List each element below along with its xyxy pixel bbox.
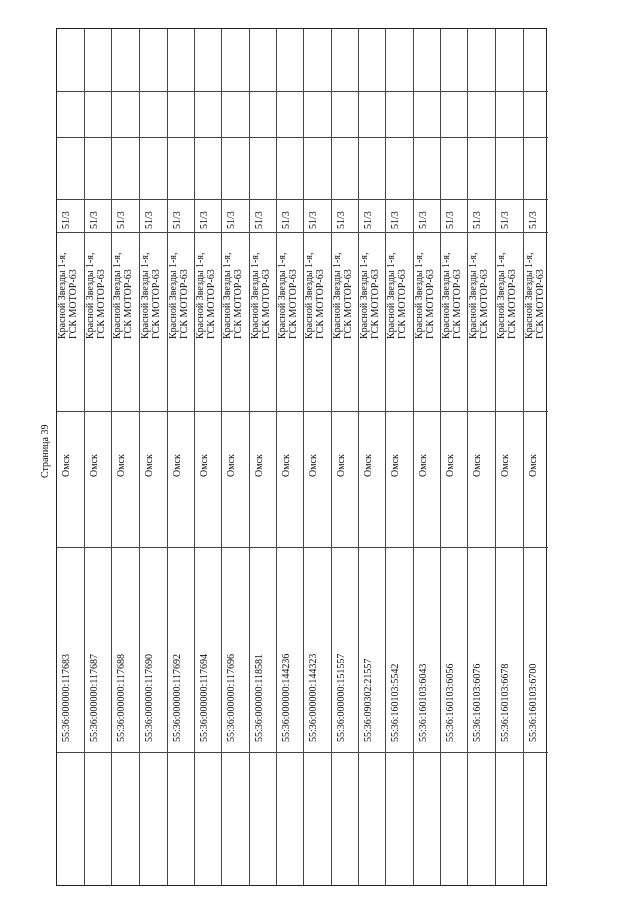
table-cell	[359, 29, 385, 91]
table-cell	[304, 752, 331, 887]
table-row	[385, 29, 413, 885]
table-cell	[140, 752, 167, 887]
address-line-1: Красной Звезды 1-я,	[468, 252, 479, 339]
address-line-1: Красной Звезды 1-я,	[524, 252, 535, 339]
address-line-2: ГСК МОТОР-63	[151, 269, 162, 339]
table-cell	[250, 91, 276, 137]
address-line-1: Красной Звезды 1-я,	[195, 252, 206, 339]
table-cell	[195, 29, 221, 91]
table-cell	[441, 91, 467, 137]
table-cell	[414, 411, 440, 547]
table-cell	[168, 29, 194, 91]
table-cell	[524, 137, 548, 199]
table-cell	[168, 752, 194, 887]
city-name: Омск	[363, 454, 374, 477]
table-cell	[277, 29, 303, 91]
table-cell	[112, 91, 139, 137]
cadastral-number: 55:36:000000:117694	[199, 654, 210, 742]
table-cell	[250, 29, 276, 91]
table-cell	[57, 752, 84, 887]
address-line-1: Красной Звезды 1-я,	[359, 252, 370, 339]
address-line-2: ГСК МОТОР-63	[507, 269, 518, 339]
address-line-1: Красной Звезды 1-я,	[57, 252, 68, 339]
address-line-1: Красной Звезды 1-я,	[168, 252, 179, 339]
table-cell	[441, 411, 467, 547]
table-cell	[359, 411, 385, 547]
table-row	[358, 29, 385, 885]
cadastral-number: 55:36:000000:144323	[308, 653, 319, 742]
table-row	[221, 29, 249, 885]
table-row	[523, 29, 548, 885]
building-number: 51/3	[308, 211, 319, 229]
city-name: Омск	[445, 454, 456, 477]
table-cell	[277, 137, 303, 199]
table-cell	[304, 137, 331, 199]
table-cell	[441, 137, 467, 199]
table-cell	[85, 91, 111, 137]
cadastral-number: 55:36:000000:144236	[281, 653, 292, 742]
building-number: 51/3	[281, 211, 292, 229]
city-name: Омск	[89, 454, 100, 477]
data-table	[56, 28, 547, 886]
table-cell	[332, 29, 358, 91]
table-cell	[112, 137, 139, 199]
table-cell	[222, 411, 249, 547]
cadastral-number: 55:36:000000:117696	[226, 654, 237, 742]
city-name: Омск	[528, 454, 539, 477]
cadastral-number: 55:36:000000:118581	[254, 654, 265, 742]
address-line-2: ГСК МОТОР-63	[233, 269, 244, 339]
table-cell	[85, 752, 111, 887]
table-cell	[468, 91, 495, 137]
building-number: 51/3	[226, 211, 237, 229]
cadastral-number: 55:36:000000:151557	[336, 653, 347, 742]
table-cell	[57, 137, 84, 199]
table-cell	[359, 91, 385, 137]
address-line-2: ГСК МОТОР-63	[179, 269, 190, 339]
cadastral-number: 55:36:160103:6076	[472, 663, 483, 742]
city-name: Омск	[199, 454, 210, 477]
city-name: Омск	[144, 454, 155, 477]
address-line-1: Красной Звезды 1-я,	[250, 252, 261, 339]
table-cell	[222, 137, 249, 199]
table-cell	[468, 752, 495, 887]
table-cell	[277, 411, 303, 547]
address-line-1: Красной Звезды 1-я,	[332, 252, 343, 339]
address-line-1: Красной Звезды 1-я,	[277, 252, 288, 339]
table-cell	[112, 411, 139, 547]
table-cell	[250, 752, 276, 887]
address-line-2: ГСК МОТОР-63	[315, 269, 326, 339]
table-cell	[496, 137, 523, 199]
table-cell	[414, 137, 440, 199]
address-line-1: Красной Звезды 1-я,	[112, 252, 123, 339]
table-cell	[332, 752, 358, 887]
address-line-2: ГСК МОТОР-63	[123, 269, 134, 339]
address-line-2: ГСК МОТОР-63	[397, 269, 408, 339]
address-line-2: ГСК МОТОР-63	[288, 269, 299, 339]
address-line-2: ГСК МОТОР-63	[206, 269, 217, 339]
cadastral-number: 55:36:160103:6678	[500, 663, 511, 742]
building-number: 51/3	[336, 211, 347, 229]
table-cell	[332, 137, 358, 199]
table-row	[303, 29, 331, 885]
building-number: 51/3	[390, 211, 401, 229]
table-cell	[304, 91, 331, 137]
table-cell	[496, 29, 523, 91]
city-name: Омск	[116, 454, 127, 477]
table-cell	[332, 91, 358, 137]
address-line-2: ГСК МОТОР-63	[452, 269, 463, 339]
table-row	[84, 29, 111, 885]
table-cell	[414, 29, 440, 91]
city-name: Омск	[472, 454, 483, 477]
city-name: Омск	[500, 454, 511, 477]
building-number: 51/3	[61, 211, 72, 229]
table-cell	[386, 29, 413, 91]
cadastral-number: 55:36:160103:6043	[418, 663, 429, 742]
table-cell	[304, 411, 331, 547]
building-number: 51/3	[89, 211, 100, 229]
address-line-1: Красной Звезды 1-я,	[222, 252, 233, 339]
table-cell	[140, 137, 167, 199]
table-cell	[250, 411, 276, 547]
table-row	[249, 29, 276, 885]
table-cell	[168, 137, 194, 199]
table-cell	[195, 91, 221, 137]
table-cell	[496, 752, 523, 887]
table-cell	[57, 411, 84, 547]
table-cell	[468, 137, 495, 199]
city-name: Омск	[281, 454, 292, 477]
table-cell	[414, 752, 440, 887]
table-cell	[85, 411, 111, 547]
address-line-1: Красной Звезды 1-я,	[85, 252, 96, 339]
address-line-1: Красной Звезды 1-я,	[304, 252, 315, 339]
address-line-1: Красной Звезды 1-я,	[496, 252, 507, 339]
cadastral-number: 55:36:000000:117690	[144, 654, 155, 742]
address-line-2: ГСК МОТОР-63	[425, 269, 436, 339]
building-number: 51/3	[172, 211, 183, 229]
table-cell	[524, 752, 548, 887]
building-number: 51/3	[500, 211, 511, 229]
table-cell	[386, 752, 413, 887]
city-name: Омск	[308, 454, 319, 477]
cadastral-number: 55:36:000000:117692	[172, 654, 183, 742]
city-name: Омск	[254, 454, 265, 477]
table-cell	[222, 752, 249, 887]
building-number: 51/3	[418, 211, 429, 229]
city-name: Омск	[61, 454, 72, 477]
page-label: Страница 39	[40, 424, 51, 478]
table-cell	[222, 91, 249, 137]
table-row	[440, 29, 467, 885]
table-cell	[277, 752, 303, 887]
table-cell	[496, 411, 523, 547]
cadastral-number: 55:36:160103:5542	[390, 663, 401, 742]
address-line-2: ГСК МОТОР-63	[343, 269, 354, 339]
table-cell	[195, 752, 221, 887]
table-cell	[57, 91, 84, 137]
table-cell	[441, 752, 467, 887]
table-cell	[250, 137, 276, 199]
building-number: 51/3	[199, 211, 210, 229]
address-line-2: ГСК МОТОР-63	[261, 269, 272, 339]
city-name: Омск	[390, 454, 401, 477]
address-line-2: ГСК МОТОР-63	[370, 269, 381, 339]
cadastral-number: 55:36:000000:117688	[116, 654, 127, 742]
table-cell	[277, 91, 303, 137]
table-cell	[359, 137, 385, 199]
address-line-1: Красной Звезды 1-я,	[386, 252, 397, 339]
table-row	[111, 29, 139, 885]
building-number: 51/3	[445, 211, 456, 229]
table-row	[57, 29, 84, 885]
city-name: Омск	[226, 454, 237, 477]
building-number: 51/3	[144, 211, 155, 229]
table-row	[467, 29, 495, 885]
table-row	[167, 29, 194, 885]
cadastral-number: 55:36:000000:117683	[61, 654, 72, 742]
table-cell	[140, 29, 167, 91]
table-row	[139, 29, 167, 885]
cadastral-number: 55:36:160103:6700	[528, 663, 539, 742]
building-number: 51/3	[472, 211, 483, 229]
address-line-2: ГСК МОТОР-63	[68, 269, 79, 339]
address-line-2: ГСК МОТОР-63	[96, 269, 107, 339]
address-line-1: Красной Звезды 1-я,	[441, 252, 452, 339]
table-cell	[524, 29, 548, 91]
address-line-2: ГСК МОТОР-63	[535, 269, 546, 339]
table-cell	[386, 137, 413, 199]
table-cell	[112, 752, 139, 887]
table-cell	[524, 91, 548, 137]
building-number: 51/3	[528, 211, 539, 229]
cadastral-number: 55:36:160103:6056	[445, 663, 456, 742]
table-cell	[112, 29, 139, 91]
table-cell	[359, 752, 385, 887]
table-cell	[304, 29, 331, 91]
city-name: Омск	[336, 454, 347, 477]
table-cell	[332, 411, 358, 547]
cadastral-number: 55:36:090302:21557	[363, 658, 374, 742]
table-cell	[496, 91, 523, 137]
table-cell	[195, 137, 221, 199]
building-number: 51/3	[116, 211, 127, 229]
table-cell	[195, 411, 221, 547]
table-cell	[386, 411, 413, 547]
table-cell	[441, 29, 467, 91]
table-cell	[85, 29, 111, 91]
table-cell	[524, 411, 548, 547]
address-line-1: Красной Звезды 1-я,	[140, 252, 151, 339]
building-number: 51/3	[363, 211, 374, 229]
table-cell	[414, 91, 440, 137]
table-row	[495, 29, 523, 885]
city-name: Омск	[418, 454, 429, 477]
table-row	[276, 29, 303, 885]
table-cell	[140, 411, 167, 547]
city-name: Омск	[172, 454, 183, 477]
table-cell	[57, 29, 84, 91]
table-cell	[85, 137, 111, 199]
table-row	[413, 29, 440, 885]
table-row	[331, 29, 358, 885]
table-cell	[168, 91, 194, 137]
table-row	[194, 29, 221, 885]
address-line-1: Красной Звезды 1-я,	[414, 252, 425, 339]
table-cell	[468, 29, 495, 91]
table-cell	[222, 29, 249, 91]
building-number: 51/3	[254, 211, 265, 229]
table-cell	[168, 411, 194, 547]
address-line-2: ГСК МОТОР-63	[479, 269, 490, 339]
table-cell	[386, 91, 413, 137]
table-cell	[140, 91, 167, 137]
table-cell	[468, 411, 495, 547]
cadastral-number: 55:36:000000:117687	[89, 654, 100, 742]
